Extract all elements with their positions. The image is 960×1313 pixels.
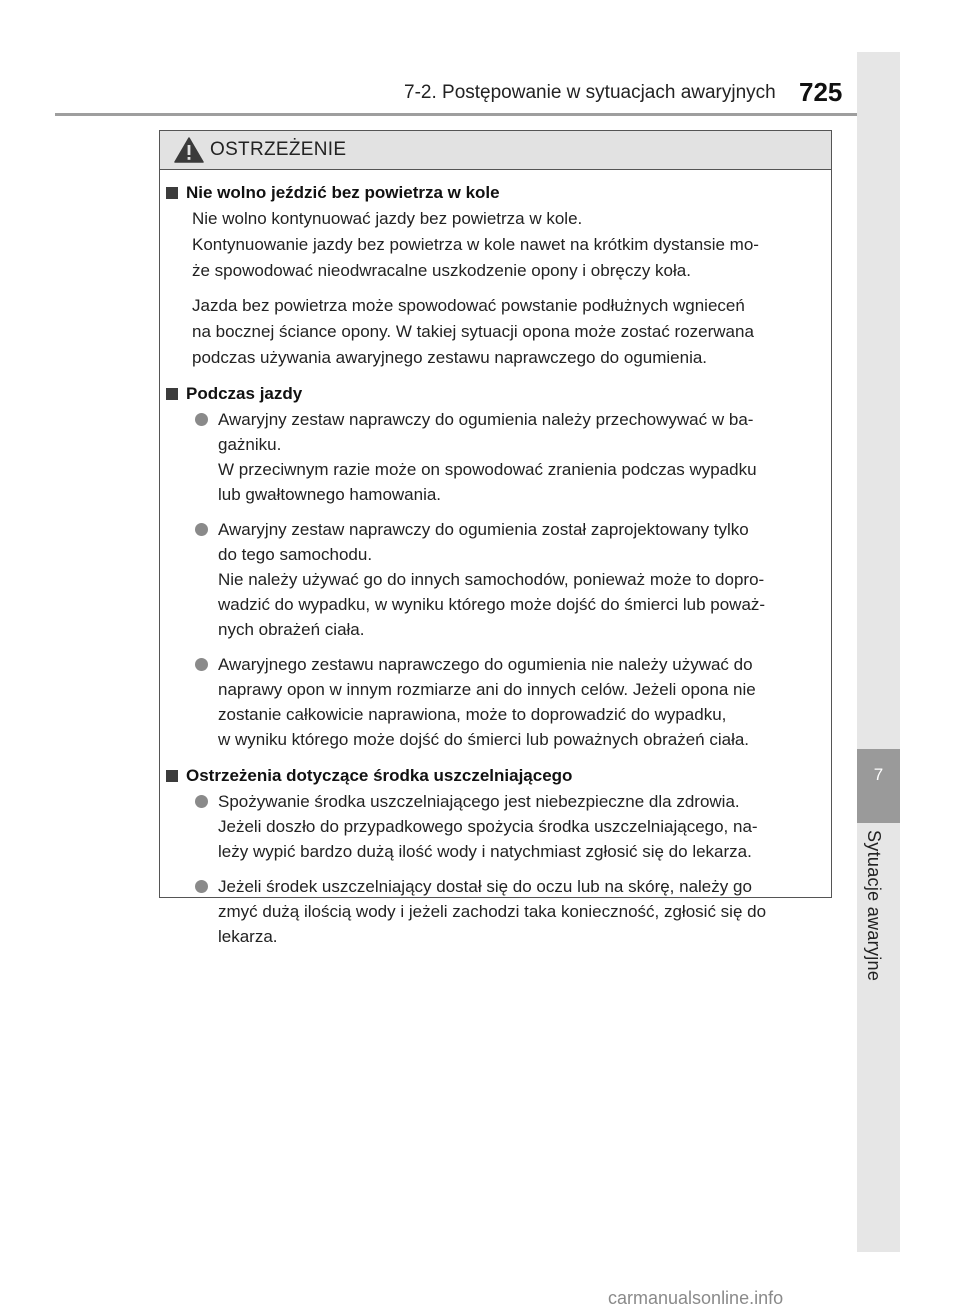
- bullet-line: lub gwałtownego hamowania.: [218, 485, 442, 504]
- circle-bullet-icon: [195, 658, 208, 671]
- heading-text: Ostrzeżenia dotyczące środka uszczelniającego: [186, 766, 573, 785]
- heading-text: Nie wolno jeździć bez powietrza w kole: [186, 183, 500, 202]
- bullet-line: Spożywanie środka uszczelniającego jest niebezpieczne dla zdrowia.: [218, 792, 740, 811]
- warning-triangle-icon: [174, 137, 204, 163]
- bullet-line: gażniku.: [218, 435, 282, 454]
- circle-bullet-icon: [195, 880, 208, 893]
- bullet-line: Jeżeli doszło do przypadkowego spożycia środka uszczelniającego, na-: [218, 817, 758, 836]
- bullet-line: do tego samochodu.: [218, 545, 373, 564]
- bullet-item: [192, 874, 817, 949]
- paragraph-line: że spowodować nieodwracalne uszkodzenie opony i obręczy koła.: [192, 261, 691, 280]
- bullet-text: [218, 874, 817, 949]
- header-divider: [55, 113, 900, 116]
- paragraph-line: podczas używania awaryjnego zestawu naprawczego do ogumienia.: [192, 348, 708, 367]
- bullet-item: [192, 789, 817, 864]
- bullet-line: Awaryjny zestaw naprawczy do ogumienia został zaprojektowany tylko: [218, 520, 749, 539]
- circle-bullet-icon: [195, 795, 208, 808]
- square-bullet-icon: [166, 187, 178, 199]
- bullet-line: lekarza.: [218, 927, 278, 946]
- bullet-line: w wyniku którego może dojść do śmierci lub poważnych obrażeń ciała.: [218, 730, 750, 749]
- bullet-line: Jeżeli środek uszczelniający dostał się do oczu lub na skórę, należy go: [218, 877, 752, 896]
- paragraph-line: Jazda bez powietrza może spowodować powstanie podłużnych wgnieceń: [192, 296, 745, 315]
- bullet-line: zmyć dużą ilością wody i jeżeli zachodzi taka konieczność, zgłosić się do: [218, 902, 767, 921]
- bullet-text: [218, 652, 817, 752]
- bullet-item: [192, 517, 817, 642]
- bullet-line: Nie należy używać go do innych samochodów, ponieważ może to dopro-: [218, 570, 765, 589]
- warning-header: [160, 131, 831, 170]
- warning-section-heading: [166, 380, 817, 407]
- circle-bullet-icon: [195, 523, 208, 536]
- page-number: 725: [799, 77, 843, 107]
- warning-box: [159, 130, 832, 946]
- warning-section-heading: [166, 179, 817, 206]
- bullet-line: leży wypić bardzo dużą ilość wody i natychmiast zgłosić się do lekarza.: [218, 842, 752, 861]
- section-title: 7-2. Postępowanie w sytuacjach awaryjnych: [404, 82, 776, 103]
- bullet-line: Awaryjny zestaw naprawczy do ogumienia należy przechowywać w ba-: [218, 410, 754, 429]
- watermark: carmanualsonline.info: [608, 1288, 784, 1308]
- warning-section-heading: [166, 762, 817, 789]
- bullet-line: naprawy opon w innym rozmiarze ani do innych celów. Jeżeli opona nie: [218, 680, 756, 699]
- bullet-item: [192, 407, 817, 507]
- warning-paragraph: [192, 206, 817, 284]
- side-tab: [857, 52, 900, 1252]
- warning-paragraph: [192, 293, 817, 371]
- chapter-tab-marker: [857, 749, 900, 823]
- bullet-line: Awaryjnego zestawu naprawczego do ogumienia nie należy używać do: [218, 655, 753, 674]
- bullet-line: zostanie całkowicie naprawiona, może to doprowadzić do wypadku,: [218, 705, 727, 724]
- chapter-number: 7: [873, 765, 884, 784]
- square-bullet-icon: [166, 770, 178, 782]
- bullet-line: nych obrażeń ciała.: [218, 620, 365, 639]
- circle-bullet-icon: [195, 413, 208, 426]
- paragraph-line: Nie wolno kontynuować jazdy bez powietrza w kole.: [192, 209, 583, 228]
- paragraph-line: Kontynuowanie jazdy bez powietrza w kole nawet na krótkim dystansie mo-: [192, 235, 759, 254]
- bullet-item: [192, 652, 817, 752]
- bullet-text: [218, 517, 817, 642]
- warning-label: OSTRZEŻENIE: [210, 139, 347, 160]
- chapter-title: Sytuacje awaryjne: [864, 830, 884, 982]
- warning-content: [160, 170, 831, 949]
- bullet-line: wadzić do wypadku, w wyniku którego może dojść do śmierci lub poważ-: [218, 595, 766, 614]
- heading-text: Podczas jazdy: [186, 384, 303, 403]
- bullet-text: [218, 407, 817, 507]
- bullet-line: W przeciwnym razie może on spowodować zranienia podczas wypadku: [218, 460, 757, 479]
- bullet-text: [218, 789, 817, 864]
- square-bullet-icon: [166, 388, 178, 400]
- paragraph-line: na bocznej ściance opony. W takiej sytuacji opona może zostać rozerwana: [192, 322, 754, 341]
